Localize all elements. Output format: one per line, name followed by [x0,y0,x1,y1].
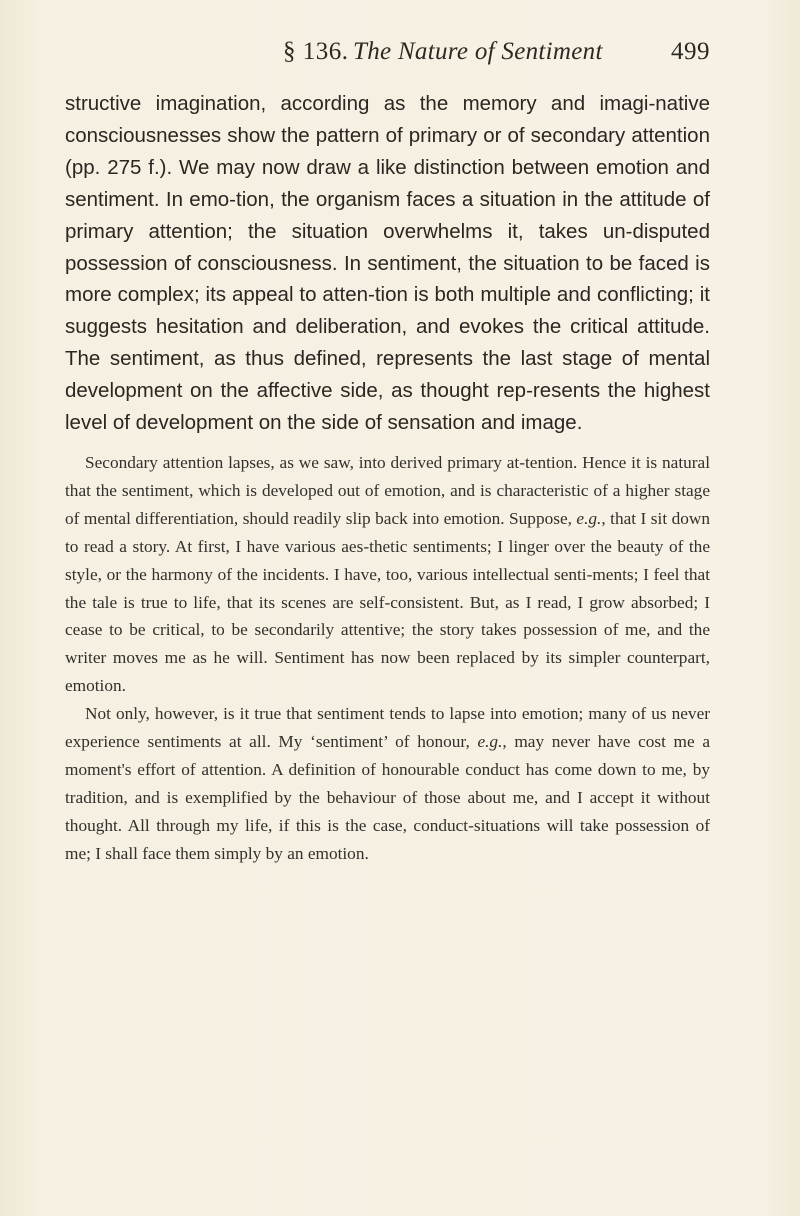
paragraph-text-before: Not only, however, is it true that sentiment tends to lapse into emotion; many of us never experience sentiments at all. My ‘sentiment’ of honour, [65,704,710,752]
body-text [65,88,710,868]
chapter-title: The Nature of Sentiment [353,38,603,65]
italic-eg: e.g. [576,508,602,528]
running-head [65,38,710,74]
paragraph-text-before: Secondary attention lapses, as we saw, into derived primary at-tention. Hence it is natural that the sentiment, which is developed out of emotion, and is characteristic of a higher stage of mental differentiation, should readily slip back into emotion. Suppose, [65,452,710,528]
paragraph-not-only [65,700,710,867]
section-number: § 136. [283,38,349,65]
page-number: 499 [671,38,710,65]
paragraph-text-after: , may never have cost me a moment's effort of attention. A definition of honourable conduct has come down to me, by tradition, and is exemplified by the behaviour of those about me, and I accept it without thought. All through my life, if this is the case, conduct-situations will take possession of me; I shall face them simply by an emotion. [65,732,710,863]
italic-eg: e.g. [477,732,503,752]
paragraph-main-text: structive imagination, according as the memory and imagi-native consciousnesses show the pattern of primary or of secondary attention (pp. 275 f.). We may now draw a like distinction between emotion and sentiment. In emo-tion, the organism faces a situation in the attitude of primary attention; the situation overwhelms it, takes un-disputed possession of consciousness. In sentiment, the situation to be faced is more complex; its appeal to atten-tion is both multiple and conflicting; it suggests hesitation and deliberation, and evokes the critical attitude. The sentiment, as thus defined, represents the last stage of mental development on the affective side, as thought rep-resents the highest level of development on the side of sensation and image. [65,92,710,435]
paragraph-secondary-attention [65,449,710,700]
paragraph-main [65,88,710,439]
paragraph-text-after: , that I sit down to read a story. At first, I have various aes-thetic sentiments; I linger over the beauty of the style, or the harmony of the incidents. I have, too, various intellectual senti-ments; I feel that the tale is true to life, that its scenes are self-consistent. But, as I read, I grow absorbed; I cease to be critical, to be secondarily attentive; the story takes possession of me, and the writer moves me as he will. Sentiment has now been replaced by its simpler counterpart, emotion. [65,508,710,696]
